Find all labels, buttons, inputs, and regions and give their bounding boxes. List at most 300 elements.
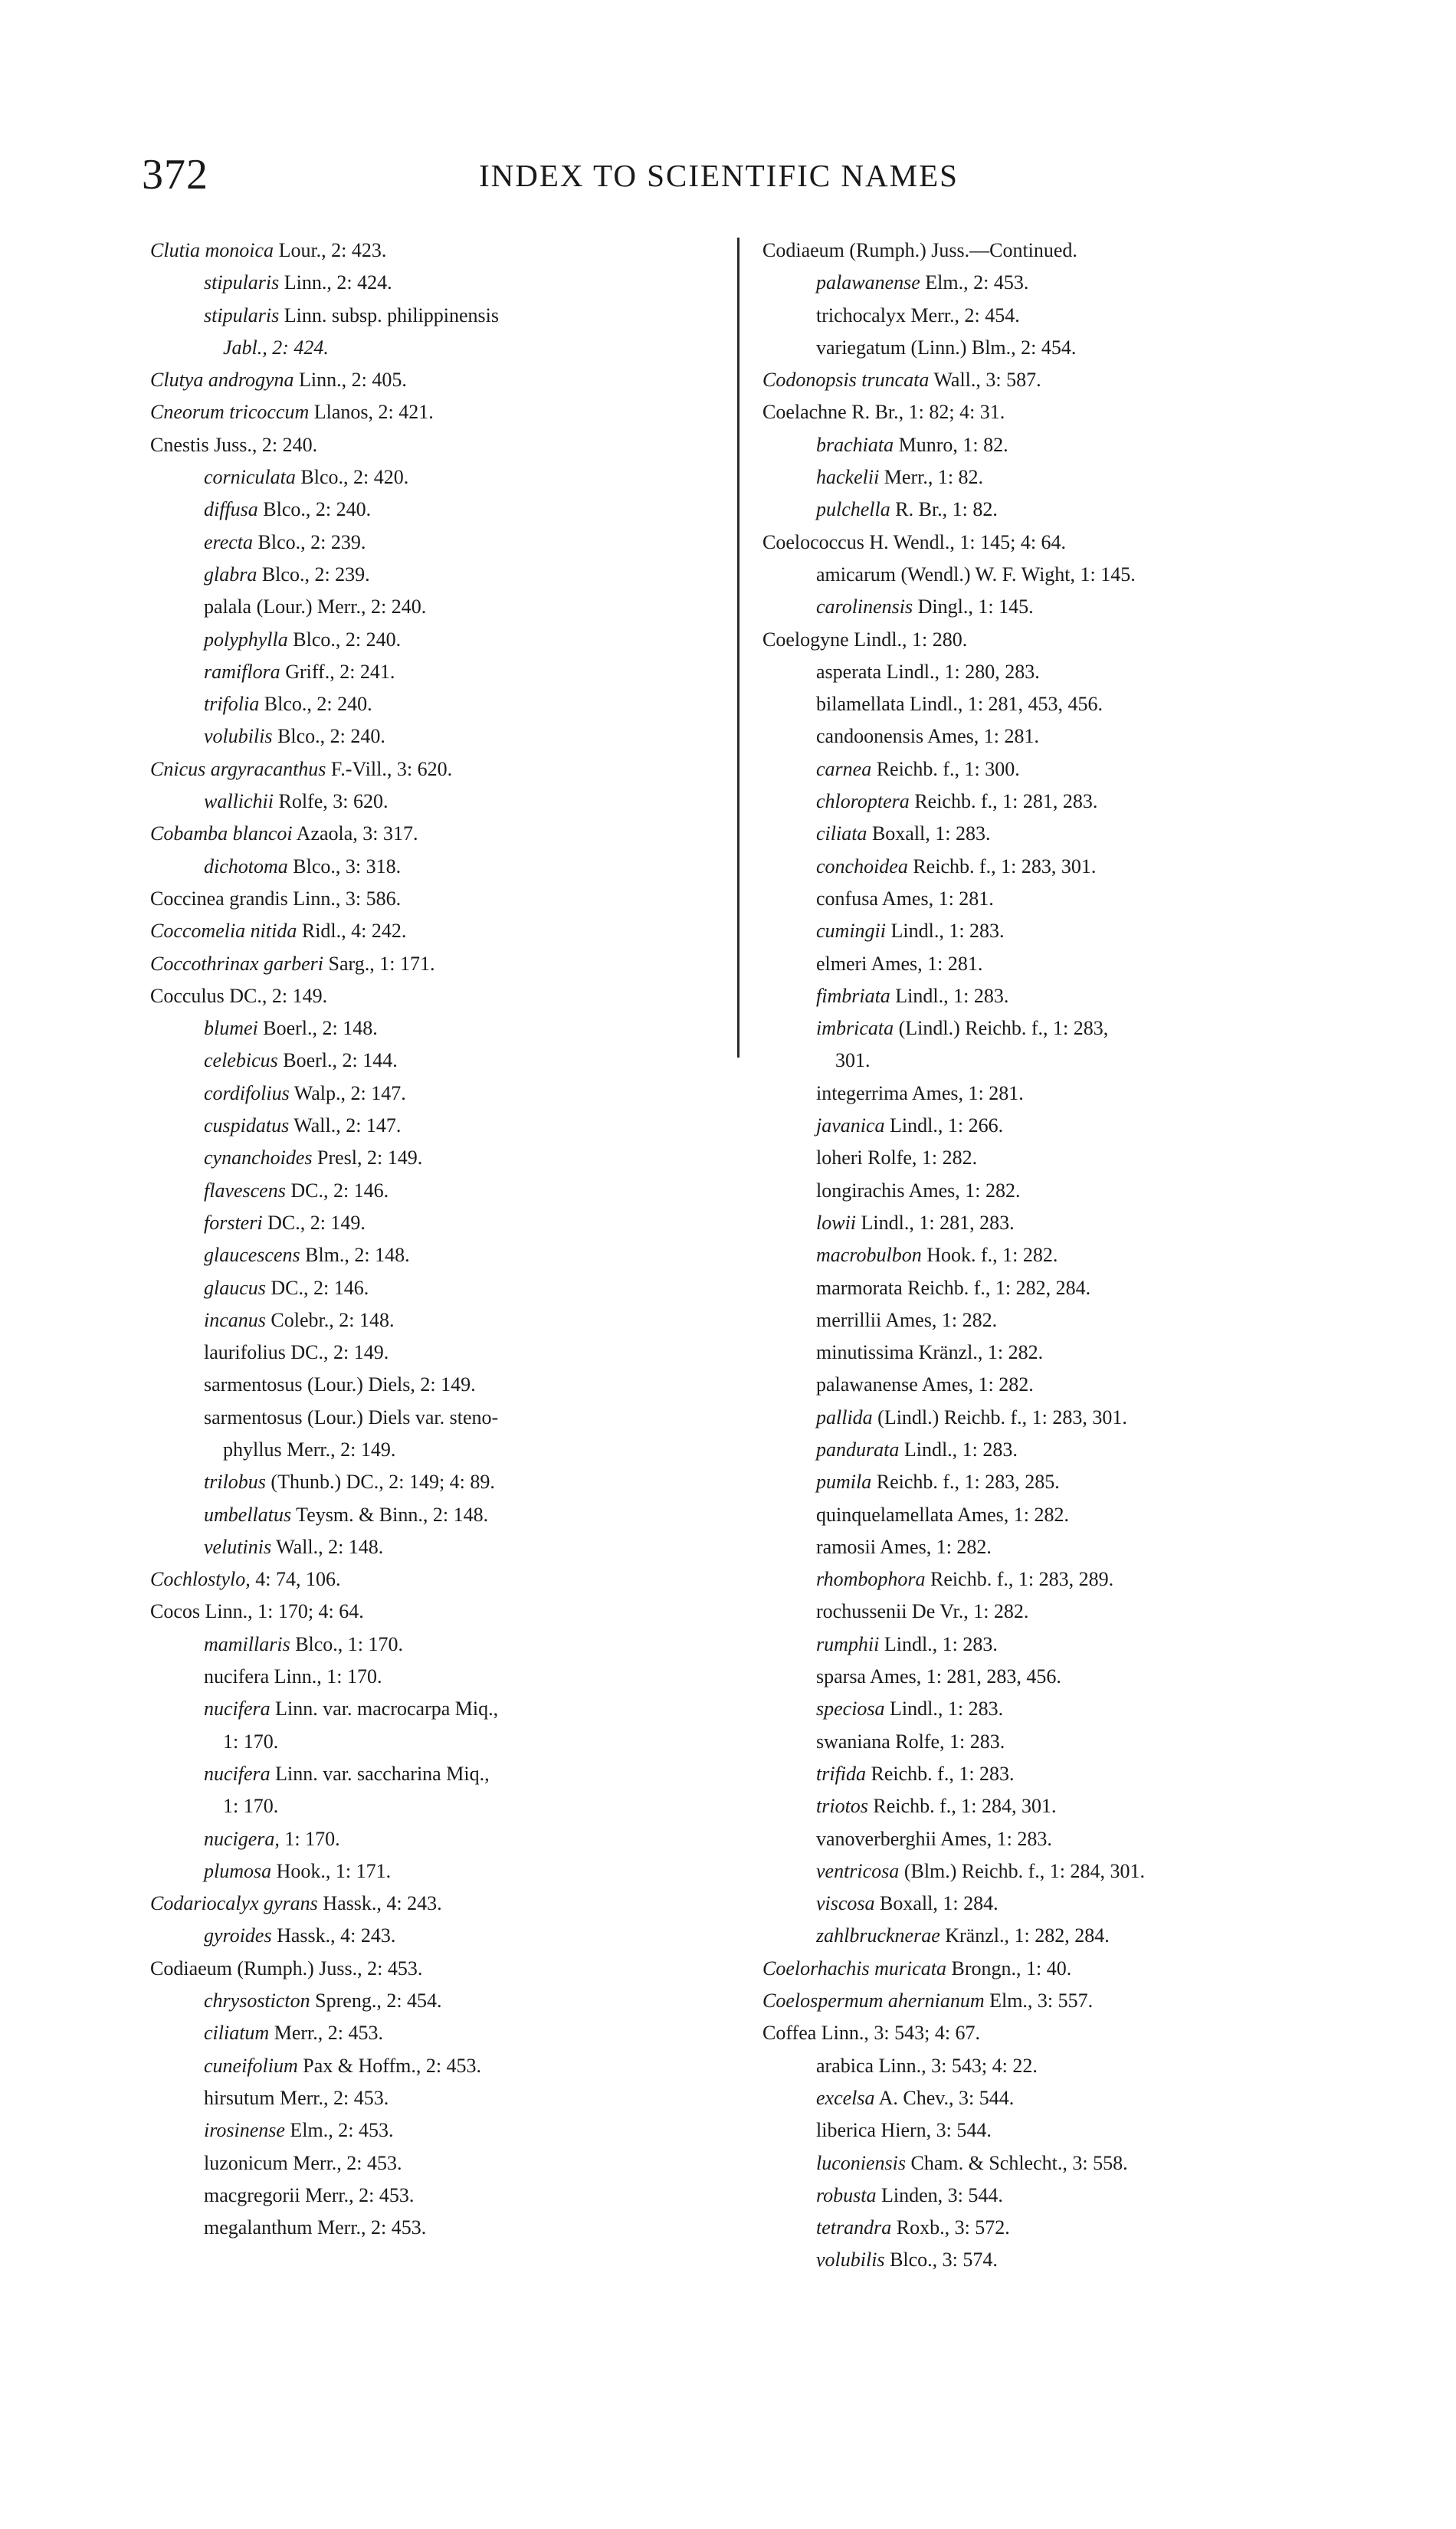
entry-taxon-name: ciliata — [816, 822, 867, 845]
entry-taxon-name: pumila — [816, 1471, 872, 1494]
index-entry — [762, 2082, 1376, 2114]
entry-reference: ramosii Ames, 1: 282. — [816, 1535, 992, 1558]
index-entry — [762, 883, 1376, 915]
entry-taxon-name: excelsa — [816, 2086, 875, 2109]
entry-reference: Hassk., 4: 243. — [271, 1924, 396, 1947]
entry-taxon-name: speciosa — [816, 1697, 885, 1720]
entry-reference: Blco., 3: 318. — [287, 854, 402, 877]
entry-reference: trichocalyx Merr., 2: 454. — [816, 303, 1020, 326]
index-entry — [150, 2017, 733, 2049]
index-entry — [762, 851, 1376, 883]
index-entry — [762, 332, 1376, 364]
entry-reference: vanoverberghii Ames, 1: 283. — [816, 1827, 1052, 1850]
index-entry — [150, 1466, 733, 1498]
entry-reference: confusa Ames, 1: 281. — [816, 887, 994, 910]
index-entry — [150, 1272, 733, 1304]
entry-reference: Reichb. f., 1: 283, 289. — [925, 1568, 1114, 1591]
entry-reference: merrillii Ames, 1: 282. — [816, 1308, 998, 1331]
entry-reference: A. Chev., 3: 544. — [874, 2086, 1015, 2109]
index-entry — [150, 656, 733, 688]
index-entry — [762, 1726, 1376, 1758]
index-entry — [762, 1434, 1376, 1466]
entry-taxon-name: Coelorhachis muricata — [762, 1957, 947, 1980]
entry-taxon-name: Coccomelia nitida — [150, 920, 297, 943]
entry-reference: minutissima Kränzl., 1: 282. — [816, 1341, 1044, 1364]
entry-reference: 301. — [835, 1049, 871, 1072]
entry-reference: Azaola, 3: 317. — [292, 822, 418, 845]
entry-reference: 1: 170. — [279, 1827, 340, 1850]
index-entry — [762, 1661, 1376, 1693]
index-entry — [150, 1629, 733, 1661]
entry-reference: Blco., 2: 240. — [287, 628, 402, 651]
entry-reference: Blco., 2: 239. — [257, 563, 370, 586]
entry-reference: Codiaeum (Rumph.) Juss.—Continued. — [762, 239, 1077, 261]
index-entry — [150, 1953, 733, 1985]
entry-reference: elmeri Ames, 1: 281. — [816, 952, 983, 975]
entry-reference: phyllus Merr., 2: 149. — [223, 1438, 396, 1461]
entry-taxon-name: Cochlostylo, — [150, 1568, 251, 1591]
index-entry — [150, 1239, 733, 1271]
entry-taxon-name: luconiensis — [816, 2151, 906, 2174]
entry-reference: Linn. var. macrocarpa Miq., — [270, 1697, 499, 1720]
entry-reference: Colebr., 2: 148. — [265, 1308, 395, 1331]
entry-taxon-name: trilobus — [204, 1471, 266, 1494]
index-entry — [762, 1563, 1376, 1596]
entry-taxon-name: macrobulbon — [816, 1244, 922, 1267]
entry-taxon-name: nucigera, — [204, 1827, 280, 1850]
index-entry — [150, 948, 733, 980]
index-entry — [150, 396, 733, 428]
index-entry — [150, 1888, 733, 1920]
entry-reference: Codiaeum (Rumph.) Juss., 2: 453. — [150, 1957, 423, 1980]
index-entry — [150, 818, 733, 850]
entry-taxon-name: gyroides — [204, 1924, 272, 1947]
entry-reference: Lindl., 1: 283. — [899, 1438, 1018, 1461]
entry-taxon-name: Jabl., 2: 424. — [223, 336, 329, 359]
entry-reference: Griff., 2: 241. — [280, 660, 395, 683]
entry-reference: marmorata Reichb. f., 1: 282, 284. — [816, 1276, 1091, 1299]
entry-taxon-name: incanus — [204, 1308, 266, 1331]
index-entry — [150, 786, 733, 818]
entry-reference: luzonicum Merr., 2: 453. — [204, 2151, 402, 2174]
index-entry — [150, 1142, 733, 1174]
entry-reference: Spreng., 2: 454. — [310, 1989, 442, 2012]
entry-reference: Hook. f., 1: 282. — [921, 1244, 1058, 1267]
entry-reference: laurifolius DC., 2: 149. — [204, 1341, 389, 1364]
entry-taxon-name: rumphii — [816, 1632, 880, 1655]
index-entry — [762, 1078, 1376, 1110]
entry-taxon-name: diffusa — [204, 498, 258, 521]
entry-reference: Coelachne R. Br., 1: 82; 4: 31. — [762, 401, 1005, 424]
column-divider — [737, 238, 739, 1058]
entry-reference: palawanense Ames, 1: 282. — [816, 1373, 1034, 1396]
entry-reference: Roxb., 3: 572. — [891, 2216, 1010, 2239]
entry-taxon-name: imbricata — [816, 1017, 894, 1040]
index-entry — [762, 786, 1376, 818]
entry-reference: Blco., 2: 420. — [295, 466, 409, 489]
index-entry — [150, 720, 733, 753]
entry-taxon-name: ramiflora — [204, 660, 280, 683]
index-entry — [150, 1823, 733, 1855]
index-entry — [150, 1402, 733, 1434]
entry-reference: megalanthum Merr., 2: 453. — [204, 2216, 427, 2239]
entry-reference: Lindl., 1: 281, 283. — [856, 1211, 1015, 1234]
entry-reference: Wall., 3: 587. — [929, 369, 1041, 392]
entry-taxon-name: triotos — [816, 1795, 868, 1818]
entry-reference: Hassk., 4: 243. — [317, 1892, 442, 1915]
entry-reference: Reichb. f., 1: 283, 301. — [907, 854, 1097, 877]
entry-reference: hirsutum Merr., 2: 453. — [204, 2086, 389, 2109]
index-entry — [762, 267, 1376, 299]
entry-reference: Munro, 1: 82. — [894, 433, 1008, 456]
entry-reference: Reichb. f., 1: 300. — [871, 757, 1020, 780]
entry-taxon-name: chloroptera — [816, 790, 910, 813]
entry-taxon-name: cumingii — [816, 920, 886, 943]
entry-taxon-name: Cnicus argyracanthus — [150, 757, 326, 780]
entry-taxon-name: nucifera — [204, 1697, 271, 1720]
entry-reference: longirachis Ames, 1: 282. — [816, 1179, 1021, 1202]
entry-taxon-name: glaucus — [204, 1276, 266, 1299]
index-entry — [150, 1078, 733, 1110]
index-entry — [150, 429, 733, 461]
entry-taxon-name: corniculata — [204, 466, 296, 489]
index-entry — [150, 1499, 733, 1531]
entry-reference: DC., 2: 146. — [265, 1276, 369, 1299]
index-entry — [150, 1434, 733, 1466]
index-entry — [762, 1369, 1376, 1401]
entry-reference: loheri Rolfe, 1: 282. — [816, 1146, 978, 1169]
index-entry — [150, 1596, 733, 1628]
entry-taxon-name: pandurata — [816, 1438, 900, 1461]
entry-reference: Boxall, 1: 284. — [874, 1892, 999, 1915]
entry-reference: nucifera Linn., 1: 170. — [204, 1665, 382, 1688]
index-entry — [150, 2114, 733, 2147]
entry-reference: Linn., 2: 405. — [293, 369, 407, 392]
index-entry — [762, 461, 1376, 494]
running-head: INDEX TO SCIENTIFIC NAMES — [479, 158, 959, 193]
entry-reference: Brongn., 1: 40. — [946, 1957, 1072, 1980]
index-entry — [762, 559, 1376, 591]
entry-reference: Cnestis Juss., 2: 240. — [150, 433, 318, 456]
index-entry — [762, 2050, 1376, 2082]
index-entry — [150, 1012, 733, 1045]
entry-reference: R. Br., 1: 82. — [890, 498, 998, 521]
entry-reference: Walp., 2: 147. — [289, 1081, 406, 1104]
entry-reference: integerrima Ames, 1: 281. — [816, 1081, 1024, 1104]
index-entry — [762, 1823, 1376, 1855]
entry-taxon-name: zahlbrucknerae — [816, 1924, 940, 1947]
entry-reference: variegatum (Linn.) Blm., 2: 454. — [816, 336, 1077, 359]
index-entry — [150, 300, 733, 332]
entry-reference: Lindl., 1: 283. — [884, 1697, 1004, 1720]
index-entry — [150, 1531, 733, 1563]
entry-reference: (Lindl.) Reichb. f., 1: 283, — [894, 1017, 1109, 1040]
entry-taxon-name: cynanchoides — [204, 1146, 313, 1169]
entry-reference: 4: 74, 106. — [250, 1568, 341, 1591]
entry-taxon-name: velutinis — [204, 1535, 272, 1558]
index-entry — [762, 1920, 1376, 1952]
entry-reference: Cham. & Schlecht., 3: 558. — [906, 2151, 1128, 2174]
entry-taxon-name: volubilis — [204, 725, 273, 748]
index-entry — [762, 1855, 1376, 1888]
index-entry — [762, 364, 1376, 396]
entry-taxon-name: blumei — [204, 1017, 258, 1040]
index-entry — [150, 980, 733, 1012]
entry-reference: Lindl., 1: 266. — [884, 1114, 1004, 1137]
index-entry — [150, 494, 733, 526]
index-entry — [762, 1531, 1376, 1563]
entry-reference: Elm., 3: 557. — [984, 1989, 1094, 2012]
index-entry — [762, 2212, 1376, 2244]
entry-reference: Elm., 2: 453. — [920, 271, 1029, 294]
entry-reference: quinquelamellata Ames, 1: 282. — [816, 1503, 1069, 1526]
entry-reference: bilamellata Lindl., 1: 281, 453, 456. — [816, 693, 1103, 716]
index-entry — [762, 915, 1376, 947]
entry-taxon-name: glaucescens — [204, 1244, 300, 1267]
entry-reference: Merr., 1: 82. — [879, 466, 984, 489]
entry-reference: Presl, 2: 149. — [312, 1146, 423, 1169]
entry-reference: Linn. subsp. philippinensis — [279, 303, 499, 326]
index-entry — [150, 235, 733, 267]
index-entry — [150, 1304, 733, 1337]
index-entry — [150, 364, 733, 396]
entry-reference: amicarum (Wendl.) W. F. Wight, 1: 145. — [816, 563, 1136, 586]
entry-taxon-name: celebicus — [204, 1049, 278, 1072]
index-entry — [762, 1953, 1376, 1985]
entry-reference: Blco., 2: 239. — [253, 530, 366, 553]
entry-reference: (Lindl.) Reichb. f., 1: 283, 301. — [872, 1406, 1127, 1429]
index-entry — [150, 1790, 733, 1822]
entry-reference: Wall., 2: 147. — [289, 1114, 402, 1137]
index-entry — [150, 1110, 733, 1142]
entry-reference: Wall., 2: 148. — [271, 1535, 384, 1558]
index-entry — [762, 720, 1376, 753]
entry-reference: Hook., 1: 171. — [271, 1859, 392, 1882]
entry-taxon-name: plumosa — [204, 1859, 272, 1882]
entry-reference: 1: 170. — [223, 1730, 279, 1753]
index-entry — [150, 1337, 733, 1369]
entry-reference: Linn., 2: 424. — [279, 271, 392, 294]
index-entry — [150, 591, 733, 623]
entry-reference: Pax & Hoffm., 2: 453. — [297, 2054, 482, 2077]
index-entry — [762, 1693, 1376, 1725]
entry-taxon-name: nucifera — [204, 1762, 271, 1785]
entry-reference: Reichb. f., 1: 283, 285. — [871, 1471, 1060, 1494]
entry-taxon-name: polyphylla — [204, 628, 288, 651]
index-entry — [762, 300, 1376, 332]
entry-reference: Boxall, 1: 283. — [867, 822, 991, 845]
index-entry — [762, 1466, 1376, 1498]
entry-reference: F.-Vill., 3: 620. — [326, 757, 453, 780]
entry-taxon-name: Cobamba blancoi — [150, 822, 293, 845]
index-entry — [150, 2180, 733, 2212]
index-entry — [150, 332, 733, 364]
index-entry — [762, 2244, 1376, 2276]
entry-taxon-name: lowii — [816, 1211, 857, 1234]
index-entry — [150, 851, 733, 883]
entry-reference: 1: 170. — [223, 1795, 279, 1818]
index-entry — [150, 1726, 733, 1758]
entry-reference: Merr., 2: 453. — [269, 2022, 383, 2045]
index-entry — [150, 559, 733, 591]
entry-reference: Linn. var. saccharina Miq., — [270, 1762, 490, 1785]
entry-taxon-name: glabra — [204, 563, 257, 586]
index-entry — [762, 1402, 1376, 1434]
entry-reference: Reichb. f., 1: 284, 301. — [867, 1795, 1057, 1818]
index-entry — [150, 1207, 733, 1239]
entry-taxon-name: Codonopsis truncata — [762, 369, 930, 392]
entry-reference: macgregorii Merr., 2: 453. — [204, 2183, 415, 2206]
index-entry — [150, 1693, 733, 1725]
index-entry — [150, 915, 733, 947]
entry-taxon-name: wallichii — [204, 790, 274, 813]
entry-taxon-name: conchoidea — [816, 854, 908, 877]
entry-taxon-name: Codariocalyx gyrans — [150, 1892, 318, 1915]
index-entry — [150, 2212, 733, 2244]
entry-reference: Reichb. f., 1: 281, 283. — [909, 790, 1098, 813]
entry-taxon-name: cuneifolium — [204, 2054, 298, 2077]
index-entry — [150, 688, 733, 720]
index-entry — [150, 1758, 733, 1790]
index-entry — [150, 1175, 733, 1207]
entry-reference: Sarg., 1: 171. — [323, 952, 435, 975]
entry-reference: Blco., 2: 240. — [259, 693, 372, 716]
entry-reference: Lindl., 1: 283. — [879, 1632, 998, 1655]
entry-reference: sarmentosus (Lour.) Diels var. steno- — [204, 1406, 499, 1429]
index-entry — [762, 429, 1376, 461]
index-entry — [762, 1629, 1376, 1661]
entry-reference: Dingl., 1: 145. — [913, 595, 1034, 618]
entry-reference: Boerl., 2: 148. — [257, 1017, 378, 1040]
entry-reference: Cocos Linn., 1: 170; 4: 64. — [150, 1600, 364, 1623]
index-entry — [150, 2147, 733, 2180]
index-entry — [150, 753, 733, 786]
entry-taxon-name: viscosa — [816, 1892, 875, 1915]
entry-reference: liberica Hiern, 3: 544. — [816, 2119, 992, 2142]
entry-reference: Teysm. & Binn., 2: 148. — [291, 1503, 489, 1526]
entry-taxon-name: irosinense — [204, 2119, 285, 2142]
entry-taxon-name: rhombophora — [816, 1568, 926, 1591]
entry-taxon-name: tetrandra — [816, 2216, 892, 2239]
index-entry — [150, 1563, 733, 1596]
entry-reference: Blco., 2: 240. — [257, 498, 372, 521]
index-entry — [762, 818, 1376, 850]
index-entry — [762, 396, 1376, 428]
entry-taxon-name: pallida — [816, 1406, 873, 1429]
entry-taxon-name: cuspidatus — [204, 1114, 290, 1137]
entry-taxon-name: stipularis — [204, 271, 280, 294]
entry-taxon-name: flavescens — [204, 1179, 286, 1202]
index-entry — [762, 2114, 1376, 2147]
index-entry — [150, 1920, 733, 1952]
entry-reference: rochussenii De Vr., 1: 282. — [816, 1600, 1029, 1623]
index-entry — [762, 1888, 1376, 1920]
entry-reference: Elm., 2: 453. — [284, 2119, 394, 2142]
index-entry — [762, 1110, 1376, 1142]
index-entry — [762, 1012, 1376, 1045]
entry-reference: asperata Lindl., 1: 280, 283. — [816, 660, 1040, 683]
index-entry — [762, 753, 1376, 786]
entry-reference: Blm., 2: 148. — [300, 1244, 410, 1267]
index-entry — [762, 1758, 1376, 1790]
index-entry — [150, 526, 733, 559]
index-entry — [762, 526, 1376, 559]
index-column-right — [762, 235, 1376, 2277]
entry-taxon-name: cordifolius — [204, 1081, 290, 1104]
entry-reference: Llanos, 2: 421. — [309, 401, 434, 424]
entry-taxon-name: palawanense — [816, 271, 920, 294]
index-column-left — [150, 235, 733, 2244]
index-entry — [762, 1790, 1376, 1822]
entry-reference: Kränzl., 1: 282, 284. — [940, 1924, 1110, 1947]
entry-taxon-name: Clutia monoica — [150, 239, 274, 261]
entry-reference: Boerl., 2: 144. — [277, 1049, 398, 1072]
entry-taxon-name: stipularis — [204, 303, 280, 326]
index-entry — [762, 1207, 1376, 1239]
entry-reference: arabica Linn., 3: 543; 4: 22. — [816, 2054, 1038, 2077]
entry-reference: sarmentosus (Lour.) Diels, 2: 149. — [204, 1373, 476, 1396]
entry-taxon-name: Clutya androgyna — [150, 369, 294, 392]
entry-taxon-name: brachiata — [816, 433, 894, 456]
entry-reference: DC., 2: 146. — [285, 1179, 389, 1202]
entry-reference: candoonensis Ames, 1: 281. — [816, 725, 1040, 748]
entry-reference: (Thunb.) DC., 2: 149; 4: 89. — [265, 1471, 495, 1494]
index-entry — [762, 235, 1376, 267]
entry-taxon-name: carolinensis — [816, 595, 913, 618]
index-entry — [762, 980, 1376, 1012]
index-entry — [762, 494, 1376, 526]
entry-reference: sparsa Ames, 1: 281, 283, 456. — [816, 1665, 1061, 1688]
entry-taxon-name: volubilis — [816, 2249, 885, 2272]
entry-taxon-name: robusta — [816, 2183, 877, 2206]
entry-reference: Coelococcus H. Wendl., 1: 145; 4: 64. — [762, 530, 1067, 553]
index-entry — [762, 2017, 1376, 2049]
entry-reference: (Blm.) Reichb. f., 1: 284, 301. — [899, 1859, 1145, 1882]
entry-reference: Blco., 1: 170. — [290, 1632, 404, 1655]
entry-reference: Lindl., 1: 283. — [886, 920, 1005, 943]
entry-reference: Blco., 2: 240. — [272, 725, 385, 748]
page-number: 372 — [142, 151, 208, 198]
entry-reference: Lour., 2: 423. — [274, 239, 387, 261]
index-entry — [150, 1661, 733, 1693]
entry-reference: swaniana Rolfe, 1: 283. — [816, 1730, 1005, 1753]
entry-taxon-name: Cneorum tricoccum — [150, 401, 310, 424]
index-entry — [762, 948, 1376, 980]
index-entry — [150, 1369, 733, 1401]
index-entry — [762, 2180, 1376, 2212]
entry-reference: Coffea Linn., 3: 543; 4: 67. — [762, 2022, 981, 2045]
entry-taxon-name: carnea — [816, 757, 872, 780]
entry-taxon-name: trifolia — [204, 693, 260, 716]
index-entry — [762, 1239, 1376, 1271]
index-entry — [762, 1985, 1376, 2017]
entry-reference: DC., 2: 149. — [262, 1211, 366, 1234]
entry-reference: Reichb. f., 1: 283. — [866, 1762, 1015, 1785]
index-entry — [150, 267, 733, 299]
entry-reference: Blco., 3: 574. — [884, 2249, 998, 2272]
entry-taxon-name: Coccothrinax garberi — [150, 952, 324, 975]
entry-reference: Coccinea grandis Linn., 3: 586. — [150, 887, 402, 910]
entry-taxon-name: hackelii — [816, 466, 880, 489]
entry-reference: Rolfe, 3: 620. — [274, 790, 389, 813]
index-entry — [150, 1855, 733, 1888]
index-entry — [762, 1175, 1376, 1207]
entry-taxon-name: ventricosa — [816, 1859, 900, 1882]
entry-taxon-name: erecta — [204, 530, 253, 553]
index-entry — [762, 1045, 1376, 1077]
index-entry — [150, 2050, 733, 2082]
index-entry — [762, 688, 1376, 720]
